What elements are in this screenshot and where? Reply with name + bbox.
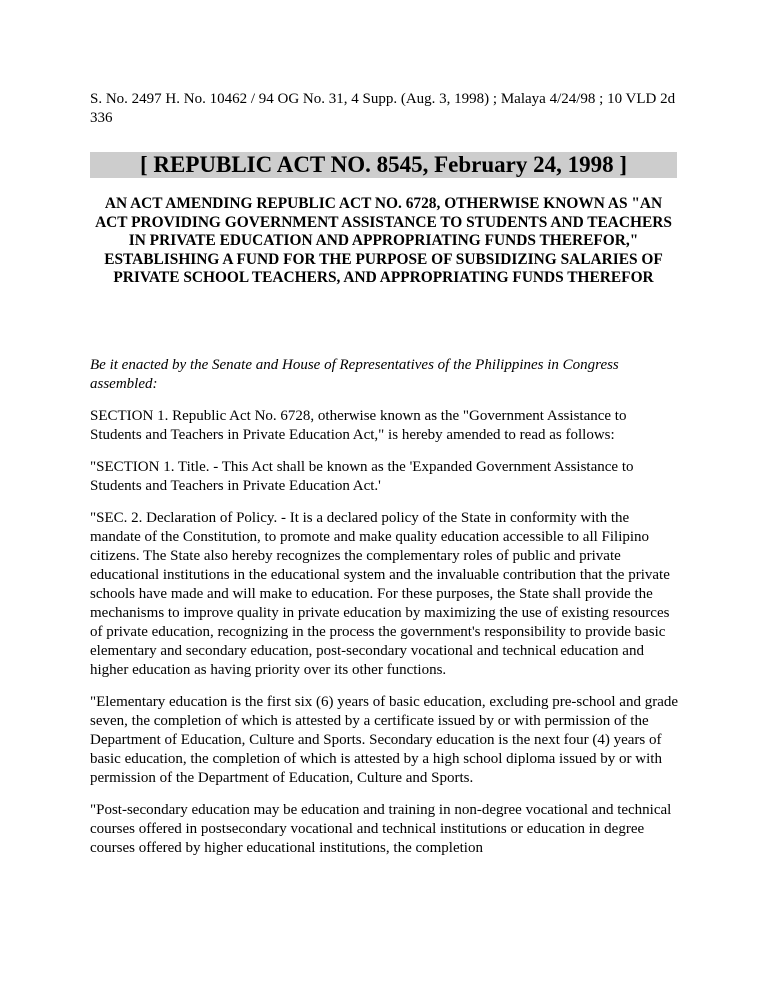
citation-reference: S. No. 2497 H. No. 10462 / 94 OG No. 31, 4 Supp. (Aug. 3, 1998) ; Malaya 4/24/98 ; 10 VLD 2d 336: [90, 91, 676, 126]
post-secondary-education-paragraph: "Post-secondary education may be education and training in non-degree vocational and technical courses offered in postsecondary vocational and technical institutions or education in degree courses offered by higher educational institutions, the completion: [90, 802, 672, 856]
act-title: [ REPUBLIC ACT NO. 8545, February 24, 1998 ]: [90, 152, 677, 178]
section-1-paragraph: SECTION 1. Republic Act No. 6728, otherwise known as the "Government Assistance to Students and Teachers in Private Education Act," is hereby amended to read as follows:: [90, 408, 627, 443]
declaration-of-policy-paragraph: "SEC. 2. Declaration of Policy. - It is a declared policy of the State in conformity with the mandate of the Constitution, to promote and make quality education accessible to all Filipino citizens. The State also hereby recognizes the complementary roles of public and private educational institutions in the educational system and the invaluable contribution that the private schools have made and will make to education. For these purposes, the State shall provide the mechanisms to improve quality in private education by maximizing the use of existing resources of private education, recognizing in the process the government's responsibility to provide basic elementary and secondary education, post-secondary vocational and technical education and higher education as having priority over its other functions.: [90, 510, 670, 678]
elementary-education-paragraph: "Elementary education is the first six (6) years of basic education, excluding pre-school and grade seven, the completion of which is attested by a certificate issued by or with permission of the Department of Education, Culture and Sports. Secondary education is the next four (4) years of basic education, the completion of which is attested by a high school diploma issued by or with permission of the Department of Education, Culture and Sports.: [90, 694, 679, 786]
act-heading: AN ACT AMENDING REPUBLIC ACT NO. 6728, OTHERWISE KNOWN AS "AN ACT PROVIDING GOVERNMENT ASSISTANCE TO STUDENTS AND TEACHERS IN PRIVATE EDUCATION AND APPROPRIATING FUNDS THEREFOR," ESTABLISHING A FUND FOR THE PURPOSE OF SUBSIDIZING SALARIES OF PRIVATE SCHOOL TEACHERS, AND APPROPRIATING FUNDS THEREFOR: [95, 195, 672, 286]
enacting-clause: Be it enacted by the Senate and House of Representatives of the Philippines in Congress assembled:: [90, 357, 619, 392]
body-text: [90, 407, 680, 871]
title-paragraph: "SECTION 1. Title. - This Act shall be known as the 'Expanded Government Assistance to Students and Teachers in Private Education Act.': [90, 459, 634, 494]
